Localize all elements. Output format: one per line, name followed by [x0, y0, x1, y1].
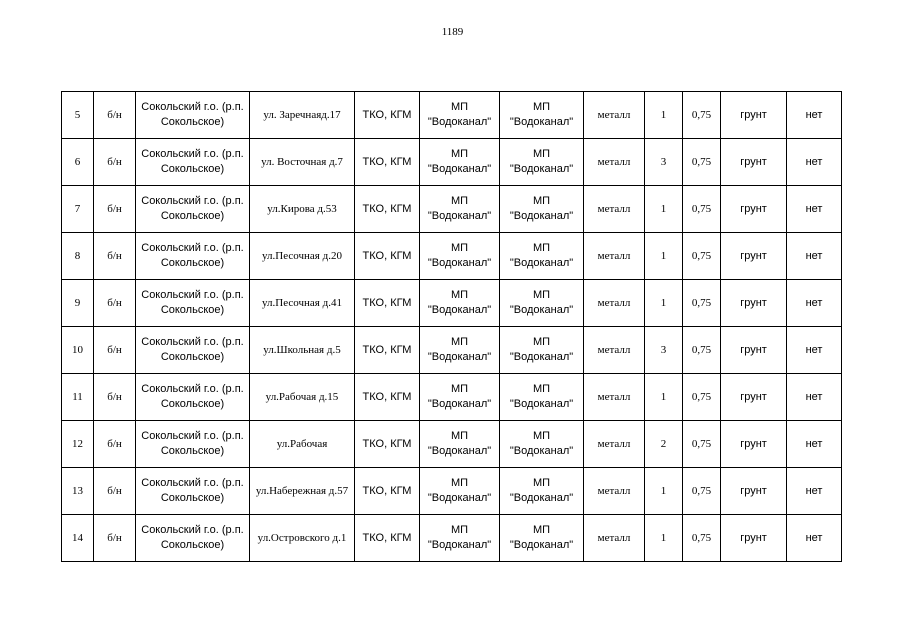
container-volume-cell: 0,75 — [683, 421, 721, 468]
municipality-cell: Сокольский г.о. (р.п. Сокольское) — [136, 139, 250, 186]
waste-type-cell: ТКО, КГМ — [355, 374, 420, 421]
container-material-cell: металл — [584, 468, 645, 515]
surface-type-cell: грунт — [721, 421, 787, 468]
surface-type-cell: грунт — [721, 515, 787, 562]
registry-number-cell: б/н — [94, 374, 136, 421]
container-volume-cell: 0,75 — [683, 92, 721, 139]
fence-cell: нет — [787, 468, 842, 515]
municipality-cell: Сокольский г.о. (р.п. Сокольское) — [136, 421, 250, 468]
container-material-cell: металл — [584, 280, 645, 327]
container-count-cell: 3 — [645, 327, 683, 374]
operator-cell: МП "Водоканал" — [500, 92, 584, 139]
municipality-cell: Сокольский г.о. (р.п. Сокольское) — [136, 280, 250, 327]
surface-type-cell: грунт — [721, 468, 787, 515]
waste-type-cell: ТКО, КГМ — [355, 233, 420, 280]
surface-type-cell: грунт — [721, 139, 787, 186]
owner-cell: МП "Водоканал" — [420, 421, 500, 468]
operator-cell: МП "Водоканал" — [500, 327, 584, 374]
owner-cell: МП "Водоканал" — [420, 327, 500, 374]
container-volume-cell: 0,75 — [683, 515, 721, 562]
municipality-cell: Сокольский г.о. (р.п. Сокольское) — [136, 374, 250, 421]
address-cell: ул.Кирова д.53 — [250, 186, 355, 233]
operator-cell: МП "Водоканал" — [500, 186, 584, 233]
surface-type-cell: грунт — [721, 186, 787, 233]
waste-type-cell: ТКО, КГМ — [355, 468, 420, 515]
container-count-cell: 1 — [645, 233, 683, 280]
container-count-cell: 1 — [645, 515, 683, 562]
table-row — [62, 421, 842, 468]
fence-cell: нет — [787, 233, 842, 280]
owner-cell: МП "Водоканал" — [420, 468, 500, 515]
owner-cell: МП "Водоканал" — [420, 233, 500, 280]
waste-type-cell: ТКО, КГМ — [355, 92, 420, 139]
row-number-cell: 11 — [62, 374, 94, 421]
table-row — [62, 186, 842, 233]
address-cell: ул.Набережная д.57 — [250, 468, 355, 515]
registry-number-cell: б/н — [94, 468, 136, 515]
table-row — [62, 468, 842, 515]
municipality-cell: Сокольский г.о. (р.п. Сокольское) — [136, 233, 250, 280]
container-count-cell: 1 — [645, 92, 683, 139]
container-material-cell: металл — [584, 186, 645, 233]
municipality-cell: Сокольский г.о. (р.п. Сокольское) — [136, 327, 250, 374]
owner-cell: МП "Водоканал" — [420, 186, 500, 233]
row-number-cell: 8 — [62, 233, 94, 280]
surface-type-cell: грунт — [721, 233, 787, 280]
container-count-cell: 3 — [645, 139, 683, 186]
table-row — [62, 374, 842, 421]
address-cell: ул. Восточная д.7 — [250, 139, 355, 186]
registry-number-cell: б/н — [94, 139, 136, 186]
surface-type-cell: грунт — [721, 280, 787, 327]
container-material-cell: металл — [584, 374, 645, 421]
fence-cell: нет — [787, 139, 842, 186]
waste-type-cell: ТКО, КГМ — [355, 515, 420, 562]
container-material-cell: металл — [584, 421, 645, 468]
municipality-cell: Сокольский г.о. (р.п. Сокольское) — [136, 186, 250, 233]
municipality-cell: Сокольский г.о. (р.п. Сокольское) — [136, 515, 250, 562]
registry-number-cell: б/н — [94, 92, 136, 139]
container-volume-cell: 0,75 — [683, 233, 721, 280]
waste-type-cell: ТКО, КГМ — [355, 421, 420, 468]
row-number-cell: 5 — [62, 92, 94, 139]
operator-cell: МП "Водоканал" — [500, 139, 584, 186]
owner-cell: МП "Водоканал" — [420, 515, 500, 562]
registry-number-cell: б/н — [94, 233, 136, 280]
address-cell: ул.Рабочая д.15 — [250, 374, 355, 421]
table-row — [62, 92, 842, 139]
container-volume-cell: 0,75 — [683, 468, 721, 515]
waste-sites-table — [61, 91, 842, 562]
fence-cell: нет — [787, 327, 842, 374]
waste-type-cell: ТКО, КГМ — [355, 186, 420, 233]
table-row — [62, 515, 842, 562]
waste-type-cell: ТКО, КГМ — [355, 327, 420, 374]
registry-number-cell: б/н — [94, 515, 136, 562]
container-count-cell: 1 — [645, 186, 683, 233]
operator-cell: МП "Водоканал" — [500, 515, 584, 562]
container-volume-cell: 0,75 — [683, 139, 721, 186]
container-material-cell: металл — [584, 515, 645, 562]
fence-cell: нет — [787, 280, 842, 327]
fence-cell: нет — [787, 92, 842, 139]
registry-number-cell: б/н — [94, 327, 136, 374]
address-cell: ул.Рабочая — [250, 421, 355, 468]
surface-type-cell: грунт — [721, 327, 787, 374]
fence-cell: нет — [787, 421, 842, 468]
container-count-cell: 2 — [645, 421, 683, 468]
operator-cell: МП "Водоканал" — [500, 233, 584, 280]
container-material-cell: металл — [584, 233, 645, 280]
table-row — [62, 233, 842, 280]
page-number: 1189 — [441, 26, 464, 38]
table-row — [62, 327, 842, 374]
registry-number-cell: б/н — [94, 186, 136, 233]
row-number-cell: 14 — [62, 515, 94, 562]
container-volume-cell: 0,75 — [683, 327, 721, 374]
operator-cell: МП "Водоканал" — [500, 280, 584, 327]
table-row — [62, 280, 842, 327]
surface-type-cell: грунт — [721, 374, 787, 421]
row-number-cell: 10 — [62, 327, 94, 374]
operator-cell: МП "Водоканал" — [500, 374, 584, 421]
container-material-cell: металл — [584, 327, 645, 374]
fence-cell: нет — [787, 515, 842, 562]
container-volume-cell: 0,75 — [683, 186, 721, 233]
container-volume-cell: 0,75 — [683, 280, 721, 327]
municipality-cell: Сокольский г.о. (р.п. Сокольское) — [136, 468, 250, 515]
container-count-cell: 1 — [645, 468, 683, 515]
container-volume-cell: 0,75 — [683, 374, 721, 421]
container-count-cell: 1 — [645, 280, 683, 327]
address-cell: ул. Заречнаяд.17 — [250, 92, 355, 139]
address-cell: ул.Школьная д.5 — [250, 327, 355, 374]
owner-cell: МП "Водоканал" — [420, 374, 500, 421]
operator-cell: МП "Водоканал" — [500, 468, 584, 515]
owner-cell: МП "Водоканал" — [420, 280, 500, 327]
waste-type-cell: ТКО, КГМ — [355, 280, 420, 327]
owner-cell: МП "Водоканал" — [420, 139, 500, 186]
owner-cell: МП "Водоканал" — [420, 92, 500, 139]
waste-type-cell: ТКО, КГМ — [355, 139, 420, 186]
fence-cell: нет — [787, 186, 842, 233]
row-number-cell: 7 — [62, 186, 94, 233]
container-material-cell: металл — [584, 139, 645, 186]
fence-cell: нет — [787, 374, 842, 421]
registry-number-cell: б/н — [94, 280, 136, 327]
address-cell: ул.Песочная д.41 — [250, 280, 355, 327]
row-number-cell: 6 — [62, 139, 94, 186]
surface-type-cell: грунт — [721, 92, 787, 139]
address-cell: ул.Островского д.1 — [250, 515, 355, 562]
municipality-cell: Сокольский г.о. (р.п. Сокольское) — [136, 92, 250, 139]
row-number-cell: 9 — [62, 280, 94, 327]
container-count-cell: 1 — [645, 374, 683, 421]
table-row — [62, 139, 842, 186]
row-number-cell: 12 — [62, 421, 94, 468]
address-cell: ул.Песочная д.20 — [250, 233, 355, 280]
container-material-cell: металл — [584, 92, 645, 139]
row-number-cell: 13 — [62, 468, 94, 515]
registry-number-cell: б/н — [94, 421, 136, 468]
operator-cell: МП "Водоканал" — [500, 421, 584, 468]
